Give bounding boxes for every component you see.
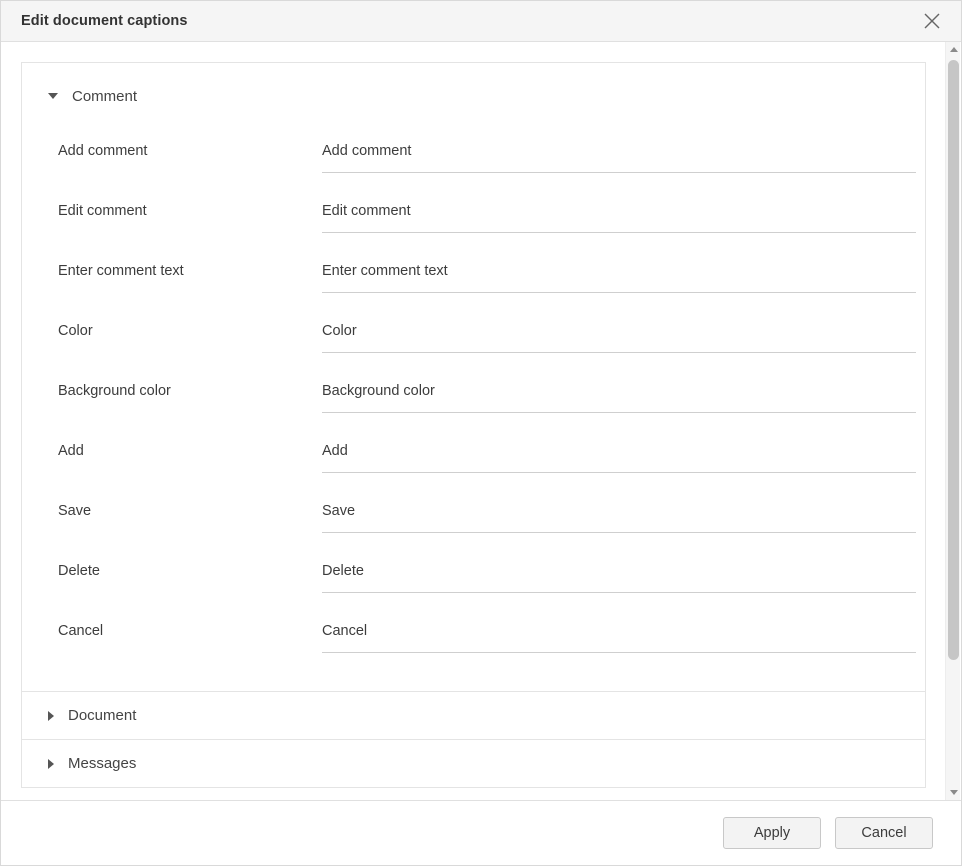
caption-label: Cancel <box>58 623 104 639</box>
caption-field[interactable] <box>322 369 916 413</box>
section-header-comment[interactable] <box>22 63 925 129</box>
caption-row <box>22 189 925 249</box>
caption-row <box>22 129 925 189</box>
caption-label: Add comment <box>58 143 148 159</box>
caption-field[interactable] <box>322 429 916 473</box>
caption-input-add[interactable] <box>322 429 916 461</box>
caption-row <box>22 249 925 309</box>
section-title-comment: Comment <box>72 87 138 105</box>
scroll-down-icon[interactable] <box>946 785 961 800</box>
caption-label: Save <box>58 503 92 519</box>
chevron-right-icon <box>48 711 54 721</box>
caption-row <box>22 309 925 369</box>
caption-field[interactable] <box>322 189 916 233</box>
caption-input-enter-comment-text[interactable] <box>322 249 916 281</box>
caption-label: Enter comment text <box>58 263 184 279</box>
caption-input-background-color[interactable] <box>322 369 916 401</box>
caption-field[interactable] <box>322 249 916 293</box>
vertical-scrollbar[interactable] <box>945 42 960 800</box>
caption-label: Delete <box>58 563 100 579</box>
chevron-right-icon <box>48 759 54 769</box>
scrollbar-thumb[interactable] <box>948 60 959 660</box>
apply-button[interactable]: Apply <box>723 817 821 849</box>
cancel-button[interactable]: Cancel <box>835 817 933 849</box>
caption-label: Edit comment <box>58 203 147 219</box>
dialog-titlebar <box>1 1 961 42</box>
caption-label: Color <box>58 323 93 339</box>
caption-input-save[interactable] <box>322 489 916 521</box>
captions-scroll-area <box>1 42 961 800</box>
caption-field[interactable] <box>322 129 916 173</box>
caption-row <box>22 369 925 429</box>
section-messages <box>21 740 926 788</box>
caption-label: Add <box>58 443 84 459</box>
caption-field[interactable] <box>322 609 916 653</box>
caption-label: Background color <box>58 383 171 399</box>
dialog-title: Edit document captions <box>21 13 188 29</box>
section-document <box>21 692 926 740</box>
section-header-document[interactable] <box>22 692 925 739</box>
caption-field[interactable] <box>322 549 916 593</box>
caption-row <box>22 549 925 609</box>
caption-row <box>22 609 925 669</box>
caption-input-add-comment[interactable] <box>322 129 916 161</box>
section-content-comment <box>22 129 925 691</box>
caption-field[interactable] <box>322 309 916 353</box>
dialog-body <box>1 42 961 800</box>
section-title-messages: Messages <box>68 755 137 772</box>
caption-row <box>22 489 925 549</box>
caption-input-delete[interactable] <box>322 549 916 581</box>
caption-field[interactable] <box>322 489 916 533</box>
caption-input-color[interactable] <box>322 309 916 341</box>
section-title-document: Document <box>68 707 137 724</box>
scroll-up-icon[interactable] <box>946 42 961 57</box>
section-comment <box>21 62 926 692</box>
chevron-down-icon <box>48 93 58 99</box>
dialog-footer <box>1 800 961 865</box>
caption-input-edit-comment[interactable] <box>322 189 916 221</box>
caption-row <box>22 429 925 489</box>
section-header-messages[interactable] <box>22 740 925 787</box>
close-icon[interactable] <box>917 6 947 36</box>
caption-input-cancel[interactable] <box>322 609 916 641</box>
